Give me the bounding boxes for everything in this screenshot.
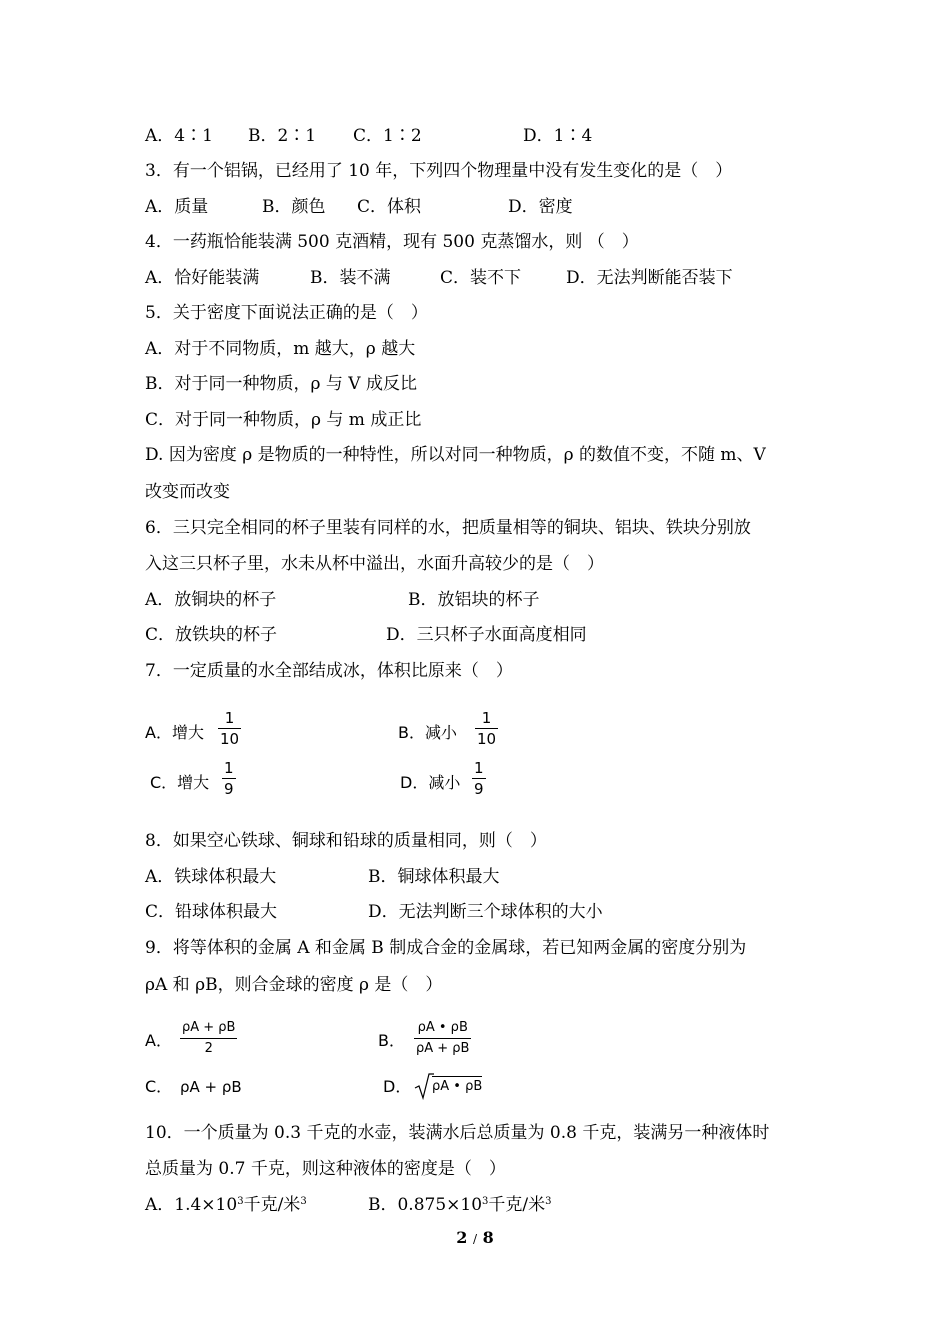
q7-option-b-label: B．减小 — [398, 723, 457, 742]
q5-option-a: A．对于不同物质，m 越大，ρ 越大 — [145, 339, 416, 359]
q7-c-denominator: 9 — [224, 780, 234, 798]
q10-b-exponent: 3 — [482, 1196, 489, 1207]
q7-b-numerator: 1 — [481, 709, 492, 727]
q3-option-a: A．质量 — [145, 197, 209, 217]
q4-stem: 4．一药瓶恰能装满 500 克酒精，现有 500 克蒸馏水，则 （ ） — [145, 232, 639, 252]
q10-b-value: B．0.875×10 — [368, 1195, 483, 1215]
q6-option-a: A．放铜块的杯子 — [145, 590, 277, 610]
q7-option-d-label: D．减小 — [400, 773, 461, 792]
q4-option-b: B．装不满 — [310, 268, 391, 288]
q10-a-unit: 千克/米 — [243, 1195, 301, 1215]
square-root-sign-icon — [414, 1072, 434, 1100]
q3-stem: 3．有一个铝锅，已经用了 10 年，下列四个物理量中没有发生变化的是（ ） — [145, 161, 733, 181]
q6-stem-line1: 6．三只完全相同的杯子里装有同样的水，把质量相等的铜块、铝块、铁块分别放 — [145, 518, 751, 538]
fraction-bar — [472, 778, 486, 779]
q3-option-c: C．体积 — [357, 197, 422, 217]
q6-option-c: C．放铁块的杯子 — [145, 625, 278, 645]
q3-option-d: D．密度 — [508, 197, 573, 217]
q9-option-a-label: A． — [145, 1031, 172, 1050]
q9-option-d-label: D． — [383, 1077, 412, 1096]
q2-option-a: A．4∶1 — [145, 126, 213, 146]
q10-a-unit-exponent: 3 — [300, 1196, 307, 1207]
q9-option-d-expression: ρA • ρB — [432, 1076, 482, 1097]
q7-c-numerator: 1 — [224, 759, 234, 777]
q8-stem: 8．如果空心铁球、铜球和铅球的质量相同，则（ ） — [145, 831, 547, 851]
q3-option-b: B．颜色 — [262, 197, 326, 217]
q9-stem-line2: ρA 和 ρB，则合金球的密度 ρ 是（ ） — [145, 975, 443, 995]
q6-option-d: D．三只杯子水面高度相同 — [386, 625, 587, 645]
q5-option-b: B．对于同一种物质，ρ 与 V 成反比 — [145, 374, 417, 394]
q9-option-b-label: B． — [378, 1031, 405, 1050]
q5-option-d-line2: 改变而改变 — [145, 482, 230, 502]
q10-option-b — [368, 1194, 552, 1216]
current-page: 2 — [456, 1228, 468, 1247]
q8-option-a: A．铁球体积最大 — [145, 867, 277, 887]
fraction-bar — [218, 728, 241, 729]
q2-option-d: D．1∶4 — [523, 126, 593, 146]
q6-option-b: B．放铝块的杯子 — [408, 590, 540, 610]
total-pages: 8 — [482, 1228, 494, 1247]
q9-a-numerator: ρA + ρB — [182, 1020, 236, 1035]
page-separator: / — [472, 1232, 478, 1246]
q2-option-c: C．1∶2 — [353, 126, 422, 146]
q7-a-numerator: 1 — [224, 709, 235, 727]
q9-stem-line1: 9．将等体积的金属 A 和金属 B 制成合金的金属球，若已知两金属的密度分别为 — [145, 938, 747, 958]
q4-option-a: A．恰好能装满 — [145, 268, 260, 288]
q7-stem: 7．一定质量的水全部结成冰，体积比原来（ ） — [145, 661, 513, 681]
q9-b-numerator: ρA • ρB — [417, 1020, 468, 1035]
q10-option-a — [145, 1194, 307, 1216]
page-number — [0, 1228, 950, 1247]
q5-option-c: C．对于同一种物质，ρ 与 m 成正比 — [145, 410, 422, 430]
q10-b-unit-exponent: 3 — [545, 1196, 552, 1207]
q5-stem: 5．关于密度下面说法正确的是（ ） — [145, 303, 428, 323]
fraction-bar — [222, 778, 236, 779]
q9-option-a-fraction — [180, 1019, 237, 1058]
q9-b-denominator: ρA + ρB — [416, 1041, 470, 1056]
q8-option-c: C．铅球体积最大 — [145, 902, 278, 922]
q7-option-b-fraction — [475, 709, 498, 748]
q10-stem-line2: 总质量为 0.7 千克，则这种液体的密度是（ ） — [145, 1159, 506, 1179]
q7-d-denominator: 9 — [474, 780, 484, 798]
q4-option-d: D．无法判断能否装下 — [566, 268, 733, 288]
q9-option-b-fraction — [414, 1019, 471, 1058]
q7-option-c-label: C．增大 — [150, 773, 210, 792]
q10-stem-line1: 10．一个质量为 0.3 千克的水壶，装满水后总质量为 0.8 千克，装满另一种液体时 — [145, 1123, 770, 1143]
fraction-bar — [475, 728, 498, 729]
q4-option-c: C．装不下 — [440, 268, 522, 288]
q5-option-d-line1: D. 因为密度 ρ 是物质的一种特性，所以对同一种物质，ρ 的数值不变，不随 m、V — [145, 445, 766, 465]
fraction-bar — [414, 1038, 471, 1039]
q9-a-denominator: 2 — [204, 1041, 213, 1056]
q2-option-b: B．2∶1 — [248, 126, 317, 146]
q10-b-unit: 千克/米 — [488, 1195, 546, 1215]
q10-a-value: A．1.4×10 — [145, 1195, 238, 1215]
q7-d-numerator: 1 — [474, 759, 484, 777]
q8-option-b: B．铜球体积最大 — [368, 867, 500, 887]
q7-b-denominator: 10 — [477, 730, 497, 748]
q8-option-d: D．无法判断三个球体积的大小 — [368, 902, 603, 922]
q9-option-c-expression: ρA + ρB — [180, 1078, 242, 1096]
q9-option-c-label: C． — [145, 1077, 173, 1096]
q6-stem-line2: 入这三只杯子里，水未从杯中溢出，水面升高较少的是（ ） — [145, 554, 604, 574]
q7-option-a-fraction — [218, 709, 241, 748]
q7-option-c-fraction — [222, 759, 236, 798]
q7-a-denominator: 10 — [220, 730, 240, 748]
fraction-bar — [180, 1038, 237, 1039]
q10-a-exponent: 3 — [237, 1196, 244, 1207]
q7-option-d-fraction — [472, 759, 486, 798]
q7-option-a-label: A．增大 — [145, 723, 204, 742]
